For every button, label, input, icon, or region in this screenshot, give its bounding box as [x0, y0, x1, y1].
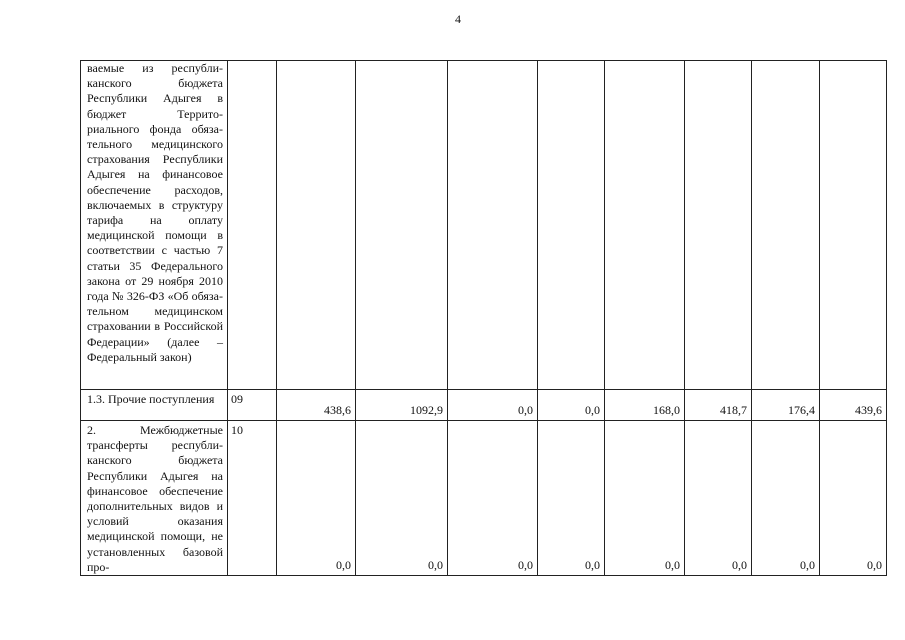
value-cell: 176,4 [752, 390, 820, 421]
value-cell: 0,0 [685, 421, 752, 576]
value-cell: 0,0 [605, 421, 685, 576]
value-cell [277, 61, 356, 390]
table-row [81, 421, 887, 576]
value-cell: 0,0 [356, 421, 448, 576]
row-description: 1.3. Прочие поступления [81, 390, 228, 421]
table-row [81, 61, 887, 390]
table-row [81, 390, 887, 421]
value-cell: 418,7 [685, 390, 752, 421]
value-cell: 0,0 [538, 421, 605, 576]
row-code: 10 [228, 421, 277, 576]
row-code: 09 [228, 390, 277, 421]
value-cell: 0,0 [448, 421, 538, 576]
value-cell [820, 61, 887, 390]
value-cell [605, 61, 685, 390]
value-cell: 439,6 [820, 390, 887, 421]
row-description: 2. Межбюджетные трансферты республиканского бюджета Республики Адыгея на финансовое обеспечение дополнительных видов и условий оказания медицинской помощи, не установленных базовой про- [81, 421, 228, 576]
row-code [228, 61, 277, 390]
value-cell [356, 61, 448, 390]
value-cell: 1092,9 [356, 390, 448, 421]
value-cell: 168,0 [605, 390, 685, 421]
page-number: 4 [455, 12, 461, 26]
value-cell [538, 61, 605, 390]
value-cell: 0,0 [820, 421, 887, 576]
value-cell [752, 61, 820, 390]
value-cell: 0,0 [448, 390, 538, 421]
value-cell: 0,0 [752, 421, 820, 576]
value-cell: 438,6 [277, 390, 356, 421]
value-cell: 0,0 [538, 390, 605, 421]
row-description: ваемые из республиканского бюджета Республики Адыгея в бюджет Территориального фонда обязательного медицинского страхования Республики Адыгея на финансовое обеспечение расходов, включаемых в структуру тарифа на оплату медицинской помощи в соответствии с частью 7 статьи 35 Федерального закона от 29 ноября 2010 года № 326-ФЗ «Об обязательном медицинском страховании в Российской Федерации» (далее – Федеральный закон) [81, 61, 228, 390]
budget-table [80, 60, 887, 576]
value-cell [685, 61, 752, 390]
value-cell [448, 61, 538, 390]
value-cell: 0,0 [277, 421, 356, 576]
